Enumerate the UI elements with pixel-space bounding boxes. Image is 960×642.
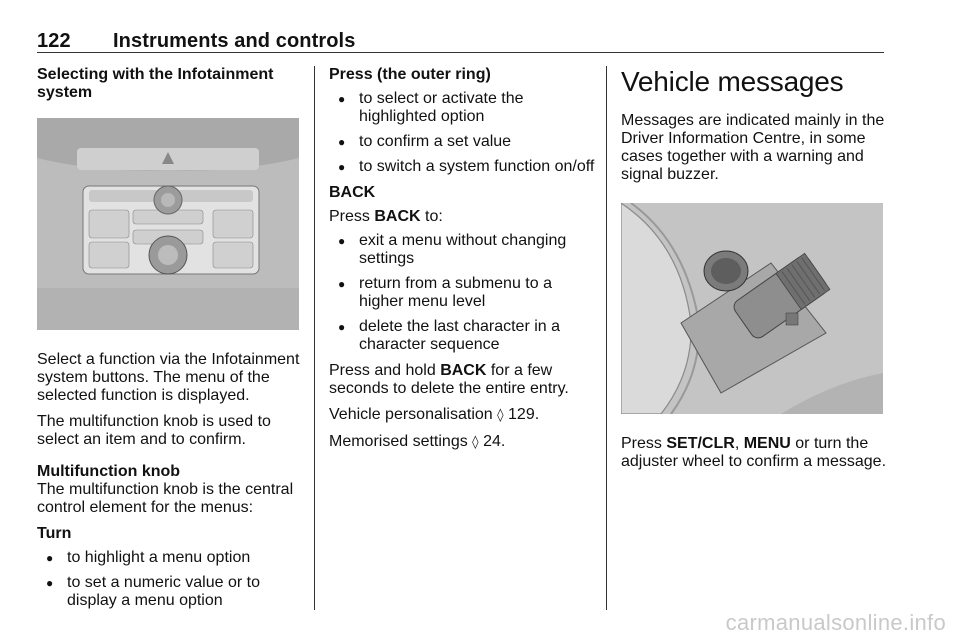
text-span: Press and hold: [329, 362, 436, 379]
press-outer-ring-label: Press (the outer ring): [329, 66, 491, 83]
list-item: ● to highlight a menu option: [37, 549, 305, 567]
text-span: Press: [329, 208, 370, 225]
reference-page: 24.: [483, 433, 506, 450]
page-reference-icon: ◊: [472, 435, 479, 450]
infotainment-heading: Selecting with the Infotainment system: [37, 66, 274, 101]
turn-list: [37, 549, 305, 610]
column-1: [37, 66, 305, 618]
reference-text: Vehicle personalisation: [329, 406, 493, 423]
list-item: ● to confirm a set value: [329, 133, 599, 151]
multifunction-knob-paragraph: The multifunction knob is the central control element for the menus:: [37, 481, 294, 516]
press-back-paragraph: [329, 208, 599, 226]
press-list: [329, 90, 599, 176]
reference-text: Memorised settings: [329, 433, 468, 450]
header-rule: [37, 52, 884, 53]
text-span: to:: [425, 208, 443, 225]
infotainment-panel-figure: [37, 118, 299, 330]
back-keyword: BACK: [440, 362, 487, 379]
multifunction-knob-heading: Multifunction knob: [37, 463, 181, 480]
column-2: [329, 66, 599, 460]
turn-label: Turn: [37, 525, 72, 542]
back-keyword: BACK: [374, 208, 421, 225]
back-list: [329, 232, 599, 354]
press-hold-paragraph: [329, 362, 599, 398]
text-span: ,: [734, 435, 740, 452]
steering-stalk-figure: [621, 203, 883, 414]
memorised-settings-reference[interactable]: [329, 433, 599, 452]
infotainment-paragraph-1: Select a function via the Infotainment system buttons. The menu of the selected function is displayed.: [37, 351, 300, 404]
infotainment-paragraph-2: The multifunction knob is used to select an item and to confirm.: [37, 413, 271, 448]
vehicle-messages-heading: Vehicle messages: [621, 66, 844, 97]
text-span: or turn the adjuster wheel to confirm a message.: [621, 435, 887, 470]
confirm-message-paragraph: [621, 435, 891, 471]
list-item: ● delete the last character in a character sequence: [329, 318, 599, 354]
text-span: for a few seconds to delete the entire entry.: [329, 362, 569, 397]
reference-page: 129.: [508, 406, 540, 423]
list-item: ● to select or activate the highlighted option: [329, 90, 599, 126]
page-header: [37, 30, 355, 53]
page-reference-icon: ◊: [497, 408, 504, 423]
section-title: Instruments and controls: [113, 30, 356, 52]
vehicle-personalisation-reference[interactable]: [329, 406, 599, 425]
text-span: Press: [621, 435, 662, 452]
list-item: ● to set a numeric value or to display a menu option: [37, 574, 305, 610]
vehicle-messages-intro: Messages are indicated mainly in the Driver Information Centre, in some cases together with a warning and signal buzzer.: [621, 112, 885, 183]
list-item: ● return from a submenu to a higher menu level: [329, 275, 599, 311]
set-clr-keyword: SET/CLR: [666, 435, 735, 452]
list-item: ● to switch a system function on/off: [329, 158, 599, 176]
list-item: ● exit a menu without changing settings: [329, 232, 599, 268]
column-divider-2: [606, 66, 607, 610]
column-3: [621, 66, 891, 479]
watermark: carmanualsonline.info: [725, 610, 946, 635]
menu-keyword: MENU: [743, 435, 791, 452]
column-divider-1: [314, 66, 315, 610]
back-heading: BACK: [329, 184, 376, 201]
page-number: 122: [37, 30, 71, 52]
